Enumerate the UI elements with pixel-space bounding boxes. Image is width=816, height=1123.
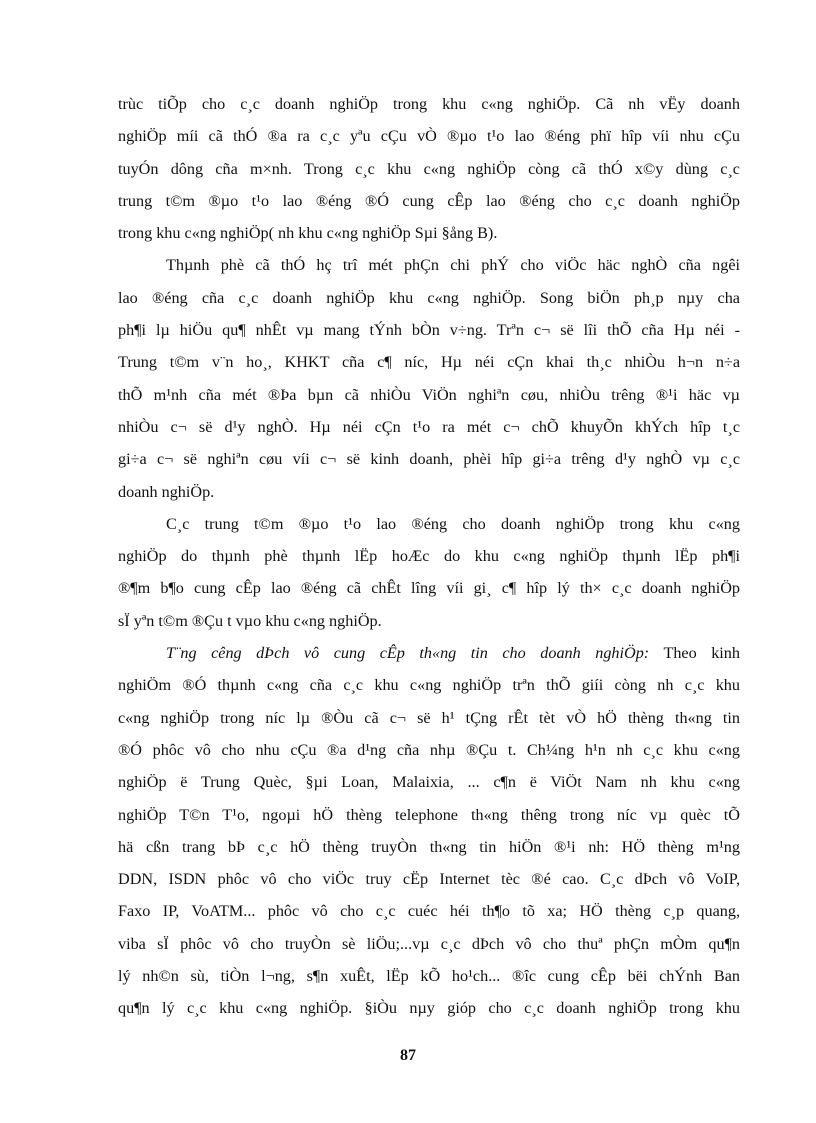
text-fragment: Theo kinh [663,644,740,663]
text-line: Trung t©m v¨n ho¸, KHKT cña c¶ níc, Hµ néi cÇn khai th¸c nhiÒu h¬n n÷a [118,353,740,372]
text-line: tuyÓn dông cña m×nh. Trong c¸c khu c«ng nghiÖp còng cã thÓ x©y dùng c¸c [118,159,740,178]
document-body [118,88,740,1025]
text-line: Faxo IP, VoATM... phôc vô cho c¸c cuéc héi th¶o tõ xa; HÖ thèng c¸p quang, [118,902,740,921]
page-number: 87 [400,1047,416,1064]
text-line: viba sÏ phôc vô cho truyÒn sè liÖu;...vµ c¸c dÞch vô cho thuª phÇn mÒm qu¶n [118,934,740,953]
text-line: trung t©m ®µo t¹o lao ®éng ®Ó cung cÊp lao ®éng cho c¸c doanh nghiÖp [118,191,740,210]
text-line: nghiÖp míi cã thÓ ®a ra c¸c yªu cÇu vÒ ®µo t¹o lao ®éng phï hîp víi nhu cÇu [118,127,740,146]
text-line: DDN, ISDN phôc vô cho viÖc truy cËp Internet tèc ®é cao. C¸c dÞch vô VoIP, [118,870,740,889]
text-line: lao ®éng cña c¸c doanh nghiÖp khu c«ng nghiÖp. Song biÖn ph¸p nµy cha [118,288,740,307]
text-line: thÕ m¹nh cña mét ®Þa bµn cã nhiÒu ViÖn nghiªn cøu, nhiÒu trêng ®¹i häc vµ [118,385,740,404]
text-line: gi÷a c¬ së nghiªn cøu víi c¬ së kinh doanh, phèi hîp gi÷a trêng d¹y nghÒ vµ c¸c [118,450,740,469]
text-line: nghiÖp ë Trung Quèc, §µi Loan, Malaixia, ... c¶n ë ViÖt Nam nh khu c«ng [118,773,740,792]
text-line: doanh nghiÖp. [118,482,215,501]
text-line: nghiÖp T©n T¹o, ngoµi hÖ thèng telephone th«ng thêng trong níc vµ quèc tÕ [118,805,740,824]
text-line: ®Ó phôc vô cho nhu cÇu ®a d¹ng cña nhµ ®Çu t. Ch¼ng h¹n nh c¸c khu c«ng [118,740,740,759]
text-line: C¸c trung t©m ®µo t¹o lao ®éng cho doanh nghiÖp trong khu c«ng [166,514,740,533]
text-line: nghiÖp do thµnh phè thµnh lËp hoÆc do khu c«ng nghiÖp thµnh lËp ph¶i [118,547,740,566]
text-line: hä cßn trang bÞ c¸c hÖ thèng truyÒn th«ng tin hiÖn ®¹i nh: HÖ thèng m¹ng [118,837,740,856]
text-line: trong khu c«ng nghiÖp( nh khu c«ng nghiÖp Sµi §ång B). [118,224,498,243]
text-line: nghiÖm ®Ó thµnh c«ng cña c¸c khu c«ng nghiÖp trªn thÕ giíi còng nh c¸c khu [118,676,740,695]
text-line: c«ng nghiÖp trong níc lµ ®Òu cã c¬ së h¹ tÇng rÊt tèt vÒ hÖ thèng th«ng tin [118,708,740,727]
text-line: sÏ yªn t©m ®Çu t vµo khu c«ng nghiÖp. [118,611,382,630]
text-line: lý nh©n sù, tiÒn l¬ng, s¶n xuÊt, lËp kÕ ho¹ch... ®îc cung cÊp bëi chÝnh Ban [118,967,740,986]
text-line: Thµnh phè cã thÓ hç trî mét phÇn chi phÝ cho viÖc häc nghÒ cña ngêi [166,256,740,275]
section-heading: T¨ng cêng dÞch vô cung cÊp th«ng tin cho doanh nghiÖp: [166,644,650,663]
text-line: nhiÒu c¬ së d¹y nghÒ. Hµ néi cÇn t¹o ra mét c¬ chÕ khuyÕn khÝch hîp t¸c [118,417,740,436]
text-line: qu¶n lý c¸c khu c«ng nghiÖp. §iÒu nµy gióp cho c¸c doanh nghiÖp trong khu [118,999,740,1018]
text-line: ®¶m b¶o cung cÊp lao ®éng cã chÊt lîng víi gi¸ c¶ hîp lý th× c¸c doanh nghiÖp [118,579,740,598]
text-line: trùc tiÕp cho c¸c doanh nghiÖp trong khu c«ng nghiÖp. Cã nh vËy doanh [118,95,740,113]
text-line: ph¶i lµ hiÖu qu¶ nhÊt vµ mang tÝnh bÒn v÷ng. Trªn c¬ së lîi thÕ cña Hµ néi - [118,321,740,340]
text-line [118,637,740,669]
